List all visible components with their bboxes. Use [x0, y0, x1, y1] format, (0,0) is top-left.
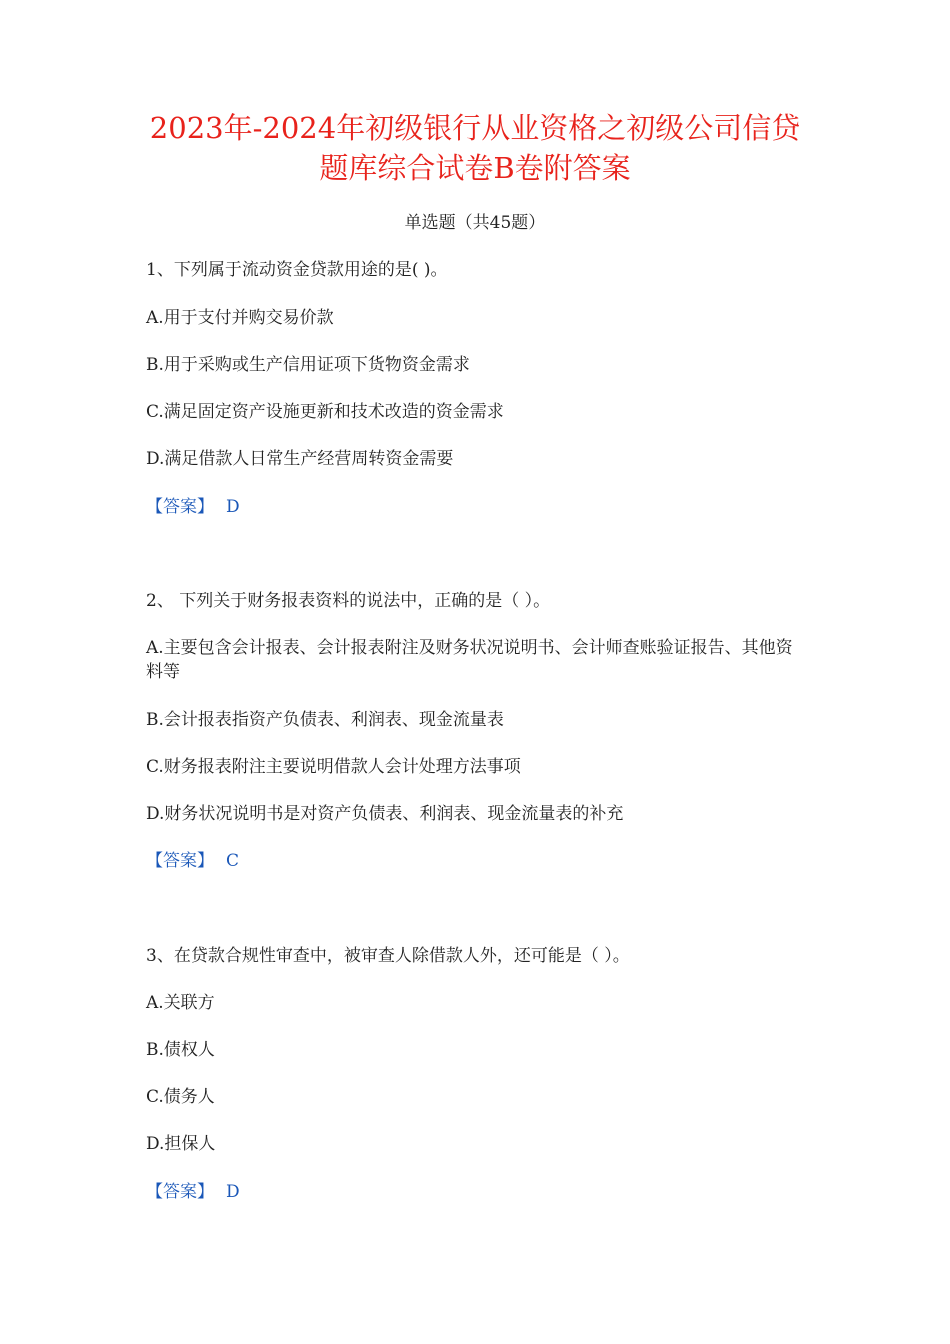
question-3-option-c: C.债务人 [146, 1087, 215, 1107]
question-2-answer [146, 849, 796, 873]
question-2-stem: 2、 下列关于财务报表资料的说法中，正确的是（ ）。 [146, 591, 551, 611]
question-3-answer [146, 1180, 796, 1204]
question-1-option-c: C.满足固定资产设施更新和技术改造的资金需求 [146, 402, 504, 422]
answer-label: 【答案】 [146, 851, 214, 871]
question-1-option-b: B.用于采购或生产信用证项下货物资金需求 [146, 355, 470, 375]
question-3-stem: 3、在贷款合规性审查中，被审查人除借款人外，还可能是（ ）。 [146, 946, 630, 966]
question-2-option-d: D.财务状况说明书是对资产负债表、利润表、现金流量表的补充 [146, 804, 624, 824]
question-3-option-a: A.关联方 [146, 993, 215, 1013]
question-1-option-a: A.用于支付并购交易价款 [146, 308, 334, 328]
question-3-option-b: B.债权人 [146, 1040, 215, 1060]
document-title [90, 108, 860, 188]
question-2-option-a: A.主要包含会计报表、会计报表附注及财务状况说明书、会计师查账验证报告、其他资料等 [146, 638, 793, 682]
answer-value: D [226, 1182, 240, 1202]
question-3-option-d: D.担保人 [146, 1134, 216, 1154]
answer-label: 【答案】 [146, 1182, 214, 1202]
question-2-option-b: B.会计报表指资产负债表、利润表、现金流量表 [146, 710, 504, 730]
title-line-1: 2023年-2024年初级银行从业资格之初级公司信贷 [149, 111, 801, 145]
answer-value: C [226, 851, 240, 871]
title-line-2: 题库综合试卷B卷附答案 [319, 151, 631, 185]
section-heading: 单选题（共45题） [404, 213, 546, 233]
question-2-option-c: C.财务报表附注主要说明借款人会计处理方法事项 [146, 757, 521, 777]
answer-value: D [226, 497, 240, 517]
question-1-option-d: D.满足借款人日常生产经营周转资金需要 [146, 449, 454, 469]
question-1-stem: 1、下列属于流动资金贷款用途的是( )。 [146, 260, 448, 280]
answer-label: 【答案】 [146, 497, 214, 517]
question-1-answer [146, 495, 796, 519]
